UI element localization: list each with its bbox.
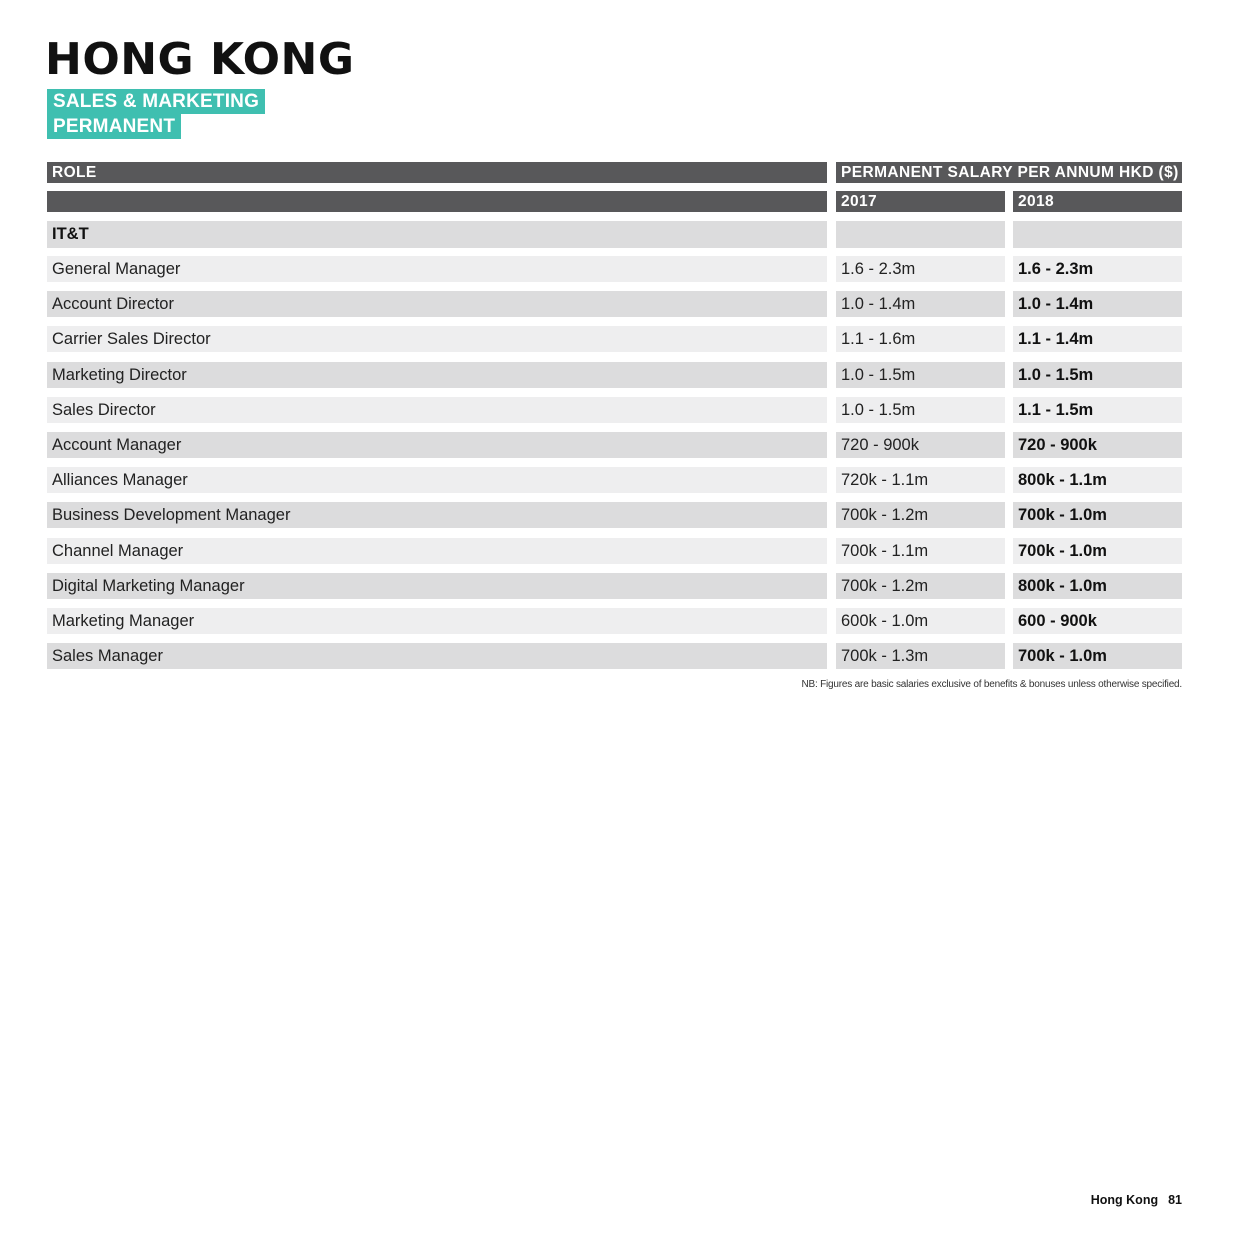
table-row-role: Account Director: [47, 291, 827, 317]
table-row-2017: 1.0 - 1.5m: [836, 397, 1005, 423]
table-row-role: Carrier Sales Director: [47, 326, 827, 352]
table-row-role: Digital Marketing Manager: [47, 573, 827, 599]
table-row-role: Marketing Manager: [47, 608, 827, 634]
table-row-2017: 1.6 - 2.3m: [836, 256, 1005, 282]
table-row-2018: 700k - 1.0m: [1013, 643, 1182, 669]
table-row-2018: 600 - 900k: [1013, 608, 1182, 634]
footer-section: Hong Kong: [1090, 1193, 1159, 1207]
table-row-2018: 800k - 1.1m: [1013, 467, 1182, 493]
role-header: ROLE: [47, 162, 827, 183]
table-row-2017: 600k - 1.0m: [836, 608, 1005, 634]
table-row-2017: 700k - 1.2m: [836, 573, 1005, 599]
category-label: IT&T: [47, 221, 827, 248]
table-row-2017: 1.1 - 1.6m: [836, 326, 1005, 352]
footnote: NB: Figures are basic salaries exclusive of benefits & bonuses unless otherwise specified.: [801, 679, 1182, 690]
table-row-2017: 1.0 - 1.5m: [836, 362, 1005, 388]
table-row-2018: 700k - 1.0m: [1013, 538, 1182, 564]
page-title: HONG KONG: [45, 34, 355, 85]
table-row-role: Channel Manager: [47, 538, 827, 564]
category-2018-blank: [1013, 221, 1182, 248]
table-row-2018: 1.1 - 1.4m: [1013, 326, 1182, 352]
table-row-2017: 700k - 1.1m: [836, 538, 1005, 564]
salary-header: PERMANENT SALARY PER ANNUM HKD ($): [836, 162, 1182, 183]
table-row-role: Sales Director: [47, 397, 827, 423]
table-row-2018: 700k - 1.0m: [1013, 502, 1182, 528]
table-row-2018: 800k - 1.0m: [1013, 573, 1182, 599]
table-row-role: Marketing Director: [47, 362, 827, 388]
table-row-2018: 1.6 - 2.3m: [1013, 256, 1182, 282]
table-row-role: Business Development Manager: [47, 502, 827, 528]
year-2017-header: 2017: [836, 191, 1005, 212]
table-row-2018: 1.0 - 1.5m: [1013, 362, 1182, 388]
section-tag: SALES & MARKETING: [47, 89, 265, 114]
table-row-2018: 720 - 900k: [1013, 432, 1182, 458]
table-row-role: Sales Manager: [47, 643, 827, 669]
page-footer: [1091, 1193, 1182, 1207]
role-subheader-blank: [47, 191, 827, 212]
page-number: 81: [1168, 1193, 1182, 1207]
table-row-2017: 720k - 1.1m: [836, 467, 1005, 493]
table-row-2018: 1.0 - 1.4m: [1013, 291, 1182, 317]
table-row-2018: 1.1 - 1.5m: [1013, 397, 1182, 423]
year-2018-header: 2018: [1013, 191, 1182, 212]
table-row-role: Alliances Manager: [47, 467, 827, 493]
table-row-2017: 700k - 1.2m: [836, 502, 1005, 528]
table-row-2017: 700k - 1.3m: [836, 643, 1005, 669]
table-row-2017: 1.0 - 1.4m: [836, 291, 1005, 317]
table-row-role: Account Manager: [47, 432, 827, 458]
category-2017-blank: [836, 221, 1005, 248]
table-row-role: General Manager: [47, 256, 827, 282]
table-row-2017: 720 - 900k: [836, 432, 1005, 458]
type-tag: PERMANENT: [47, 114, 181, 139]
